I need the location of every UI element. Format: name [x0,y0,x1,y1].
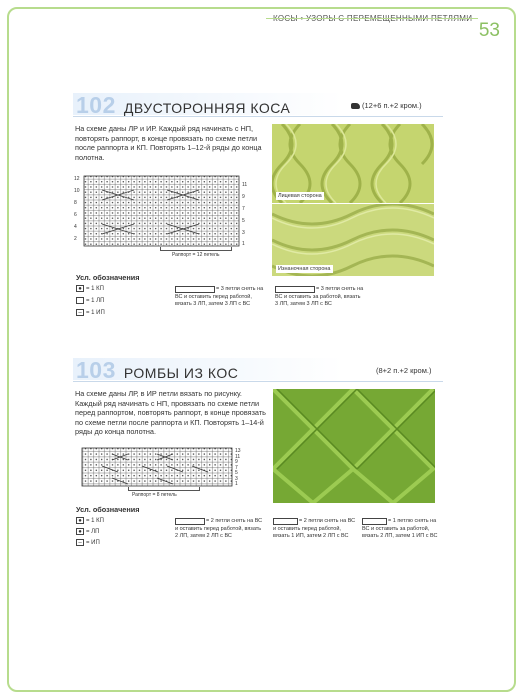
section-102-repeat-caption: Раппорт = 12 петель [172,252,220,258]
section-103-description: На схеме даны ЛР, в ИР петли вязать по рисунку. Каждый ряд начинать с НП, провязать по схеме петли перед раппортом, повторять раппорт, в конце провязать по схеме петли после раппорта и КП. Повторять 1–14-й ряды до конца полотна. [75,389,266,437]
chart-row-label: 6 [74,212,77,218]
cable-right-icon [275,286,315,293]
section-102-title [76,92,290,119]
section-103-name: РОМБЫ ИЗ КОС [123,365,239,381]
section-103-legend-title: Усл. обозначения [76,505,140,514]
cable-legend-left: = 3 петли снять на ВС и оставить перед работой, вязать 3 ЛП, затем 3 ЛП с ВС [175,286,264,307]
section-102-repeat-text: (12+6 п.+2 кром.) [362,101,422,110]
cable-1-2-icon [362,518,387,525]
chart-row-label: 3 [235,475,238,482]
cable-2-2-icon [175,518,205,525]
section-102-photo-back [272,204,434,276]
chart-row-label: 7 [242,206,245,212]
edge-stitch-icon: ● [76,517,84,524]
cable-2-1-icon [273,518,298,525]
cat-icon [351,103,360,109]
purl-stitch-icon: – [76,539,84,546]
legend-item: ● = 1 КП [76,517,104,524]
chart-row-label: 11 [235,453,241,460]
chart-row-label: 8 [74,200,77,206]
section-102-number: 102 [76,92,116,118]
cable-legend-right: = 3 петли снять на ВС и оставить за работой, вязать 3 ЛП, затем 3 ЛП с ВС [275,286,364,307]
cable-left-icon [175,286,215,293]
section-103-chart [72,446,252,502]
chart-row-label: 10 [74,188,80,194]
knit-texture-diamonds [273,389,435,503]
chart-row-label: 2 [74,236,77,242]
legend-item: ● = ЛП [76,528,99,535]
section-103-photo [273,389,435,503]
section-102-description: На схеме даны ЛР и ИР. Каждый ряд начинать с НП, повторять раппорт, в конце провязать по схеме петли после раппорта и КП. Повторять 1–12-й ряды до конца полотна. [75,124,262,162]
chart-row-label: 7 [235,464,238,471]
section-102-name: ДВУСТОРОННЯЯ КОСА [123,100,291,116]
chart-row-label: 5 [235,470,238,476]
edge-stitch-icon: ● [76,285,84,292]
section-102-repeat [351,101,422,110]
legend-item: – = 1 ИП [76,309,105,316]
header-rule [266,18,478,19]
chart-row-label: 1 [242,241,245,247]
page-number: 53 [478,20,500,41]
section-102-legend-title: Усл. обозначения [76,273,140,282]
section-103-repeat: (8+2 п.+2 кром.) [376,366,432,375]
repeat-bracket [128,487,200,491]
section-103-number: 103 [76,357,116,383]
knit-stitch-icon [76,297,84,304]
section-103-repeat-caption: Раппорт = 8 петель [132,492,177,498]
chart-row-label: 3 [242,230,245,236]
chart-row-label: 1 [235,481,238,487]
photo-label-front: Лицевая сторона [278,193,322,199]
legend-item: = 1 ЛП [76,297,104,304]
repeat-bracket [160,247,232,251]
cable-legend-2: = 2 петли снять на ВС и оставить перед работой, вязать 1 ИП, затем 2 ЛП с ВС [273,518,356,539]
cable-legend-3: = 1 петлю снять на ВС и оставить за работой, вязать 2 ЛП, затем 1 ИП с ВС [362,518,438,539]
chart-row-label: 9 [242,194,245,200]
chart-row-label: 13 [235,448,241,454]
chart-row-label: 5 [242,218,245,224]
chart-row-label: 4 [74,224,77,230]
purl-stitch-icon: – [76,309,84,316]
section-103-title [76,357,238,384]
section-102-photo-front [272,124,434,203]
cable-legend-1: = 2 петли снять на ВС и оставить перед работой, вязать 2 ЛП, затем 2 ЛП с ВС [175,518,263,539]
photo-label-back: Изнаночная сторона [278,266,331,272]
legend-item: – = ИП [76,539,100,546]
chart-row-label: 11 [242,182,248,188]
legend-item: ● = 1 КП [76,285,104,292]
running-header [273,8,472,26]
section-102-chart [72,174,252,259]
knit-stitch-icon: ● [76,528,84,535]
chart-row-label: 12 [74,176,80,182]
chart-row-label: 9 [235,459,238,465]
